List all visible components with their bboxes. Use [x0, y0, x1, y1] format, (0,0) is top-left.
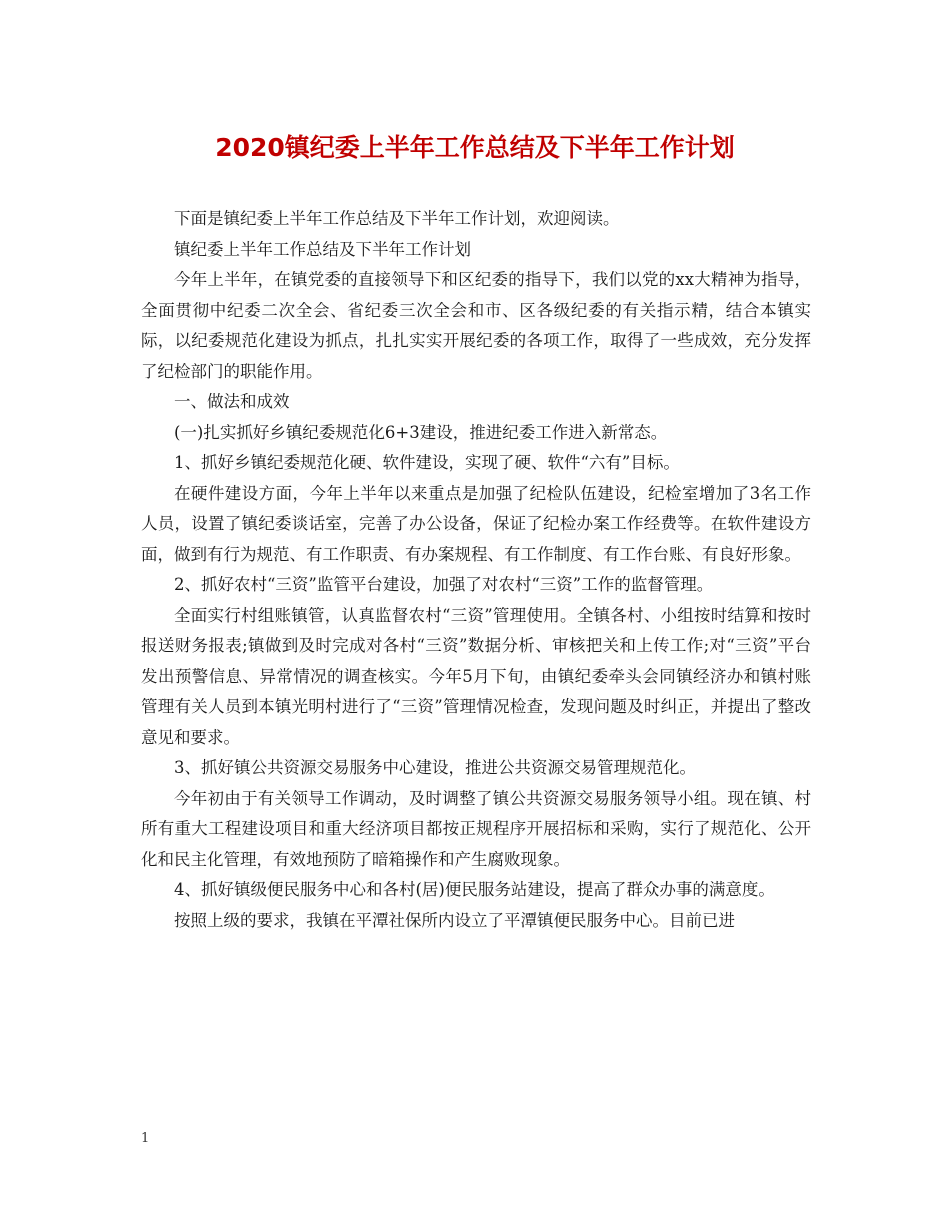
item-heading-2: 2、抓好农村“三资”监管平台建设，加强了对农村“三资”工作的监督管理。	[174, 575, 714, 594]
paragraph-intro: 下面是镇纪委上半年工作总结及下半年工作计划，欢迎阅读。	[174, 209, 620, 228]
item-heading-3: 3、抓好镇公共资源交易服务中心建设，推进公共资源交易管理规范化。	[174, 758, 696, 777]
item-heading-1: 1、抓好乡镇纪委规范化硬、软件建设，实现了硬、软件“六有”目标。	[174, 453, 680, 472]
paragraph-subtitle: 镇纪委上半年工作总结及下半年工作计划	[174, 239, 471, 259]
paragraph-overview: 今年上半年，在镇党委的直接领导下和区纪委的指导下，我们以党的xx大精神为指导，全面贯彻中纪委二次全会、省纪委三次全会和市、区各级纪委的有关指示精，结合本镇实际，以纪委规范化建设为抓点，扎扎实实开展纪委的各项工作，取得了一些成效，充分发挥了纪检部门的职能作用。	[141, 270, 811, 381]
document-body	[141, 204, 811, 936]
section-heading-achievements: 一、做法和成效	[174, 392, 290, 411]
document-title: 2020镇纪委上半年工作总结及下半年工作计划	[215, 133, 735, 162]
paragraph-three-assets: 全面实行村组账镇管，认真监督农村“三资”管理使用。全镇各村、小组按时结算和按时报送财务报表;镇做到及时完成对各村“三资”数据分析、审核把关和上传工作;对“三资”平台发出预警信息、异常情况的调查核实。今年5月下旬，由镇纪委牵头会同镇经济办和镇村账管理有关人员到本镇光明村进行了“三资”管理情况检查，发现问题及时纠正，并提出了整改意见和要求。	[141, 605, 811, 747]
item-heading-4: 4、抓好镇级便民服务中心和各村(居)便民服务站建设，提高了群众办事的满意度。	[174, 880, 775, 899]
paragraph-hardware-software: 在硬件建设方面，今年上半年以来重点是加强了纪检队伍建设，纪检室增加了3名工作人员，设置了镇纪委谈话室，完善了办公设备，保证了纪检办案工作经费等。在软件建设方面，做到有行为规范、有工作职责、有办案规程、有工作制度、有工作台账、有良好形象。	[141, 483, 811, 564]
paragraph-service-center: 按照上级的要求，我镇在平潭社保所内设立了平潭镇便民服务中心。目前已进	[174, 910, 735, 930]
paragraph-public-resources: 今年初由于有关领导工作调动，及时调整了镇公共资源交易服务领导小组。现在镇、村所有重大工程建设项目和重大经济项目都按正规程序开展招标和采购，实行了规范化、公开化和民主化管理，有效地预防了暗箱操作和产生腐败现象。	[141, 788, 811, 869]
page-number: 1	[141, 1131, 150, 1146]
subsection-heading-1: (一)扎实抓好乡镇纪委规范化6+3建设，推进纪委工作进入新常态。	[174, 422, 668, 442]
